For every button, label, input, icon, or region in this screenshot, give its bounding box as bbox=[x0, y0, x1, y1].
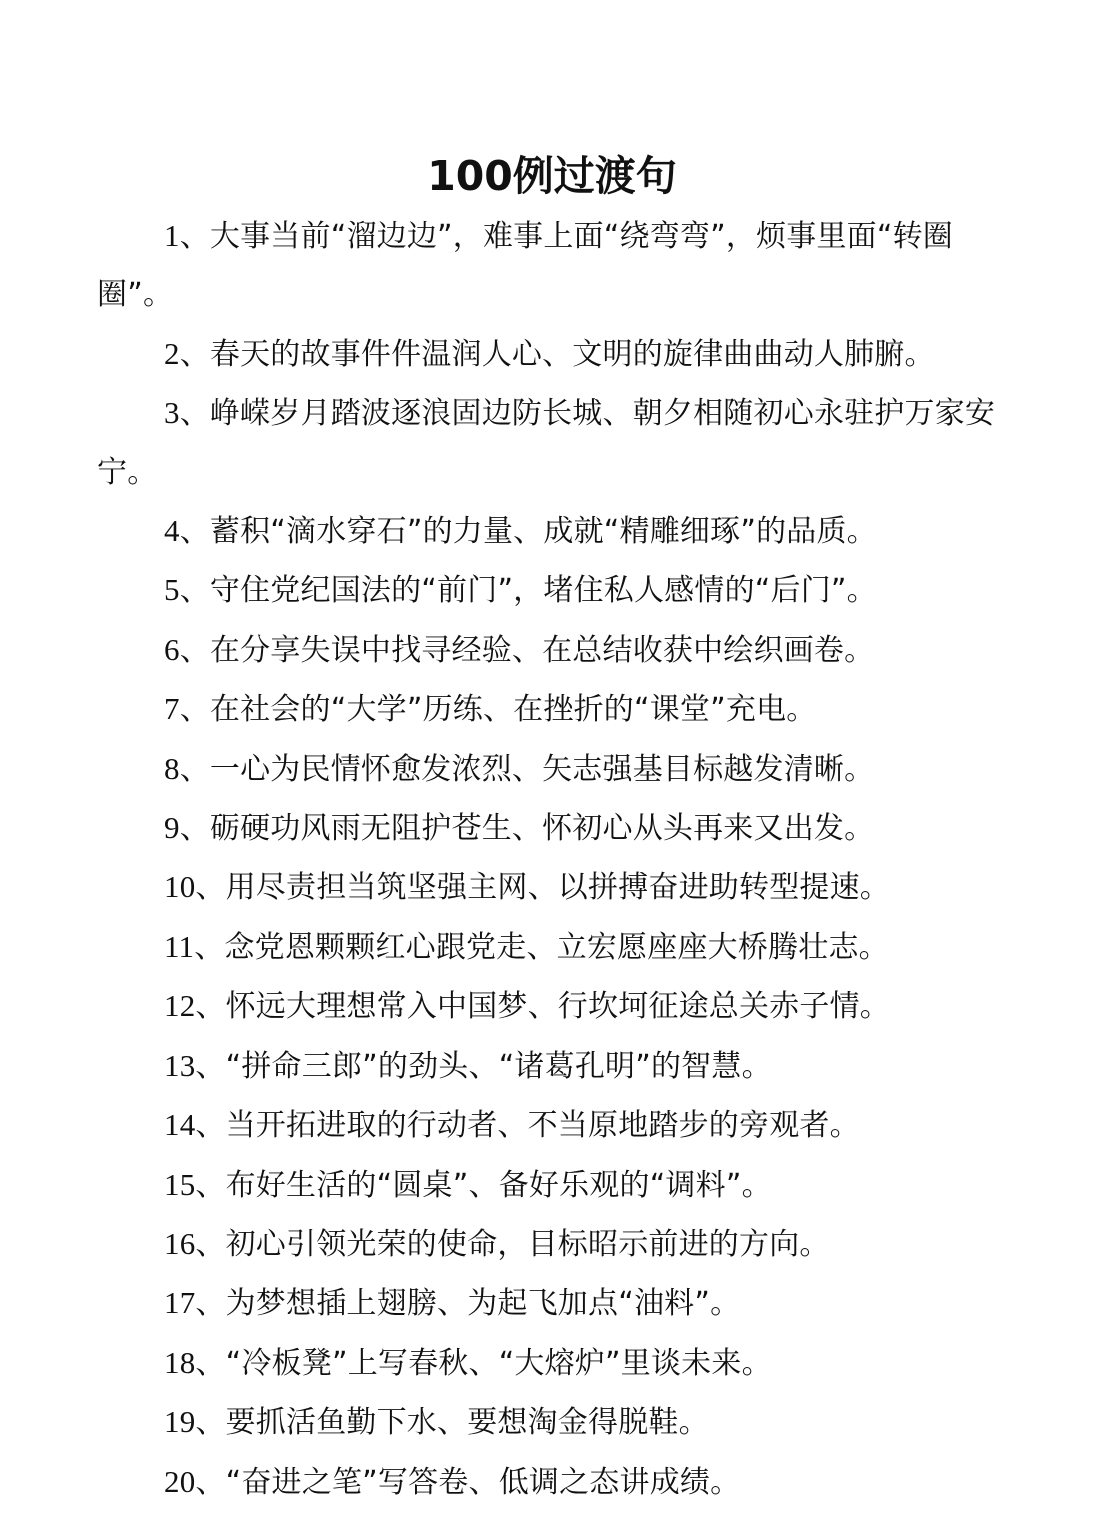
item-number: 20 bbox=[164, 1463, 196, 1499]
page-title: 100例过渡句 bbox=[427, 152, 677, 200]
list-item bbox=[97, 1037, 1007, 1096]
item-number: 14 bbox=[164, 1107, 196, 1143]
item-number: 11 bbox=[164, 928, 195, 964]
item-text: 、砺硬功风雨无阻护苍生、怀初心从头再来又出发。 bbox=[179, 811, 875, 847]
item-text: 、布好生活的“圆桌”、备好乐观的“调料”。 bbox=[195, 1167, 772, 1203]
list-item bbox=[97, 621, 1007, 680]
list-item bbox=[97, 977, 1007, 1036]
list-item bbox=[97, 325, 1007, 384]
list-item bbox=[97, 384, 1007, 502]
item-text: 、念党恩颗颗红心跟党走、立宏愿座座大桥腾壮志。 bbox=[194, 929, 889, 965]
item-text: 、当开拓进取的行动者、不当原地踏步的旁观者。 bbox=[195, 1108, 860, 1144]
list-item bbox=[97, 1393, 1007, 1452]
item-number: 13 bbox=[164, 1047, 196, 1083]
item-number: 2 bbox=[164, 335, 180, 371]
item-text: 、一心为民情怀愈发浓烈、矢志强基目标越发清晰。 bbox=[179, 751, 875, 787]
list-item bbox=[97, 1274, 1007, 1333]
item-text: 、蓄积“滴水穿石”的力量、成就“精雕细琢”的品质。 bbox=[179, 514, 877, 550]
item-number: 7 bbox=[164, 691, 180, 727]
item-text: 、用尽责担当筑坚强主网、以拼搏奋进助转型提速。 bbox=[195, 870, 891, 906]
list-item bbox=[97, 561, 1007, 620]
item-number: 8 bbox=[164, 750, 180, 786]
list-item bbox=[97, 1334, 1007, 1393]
item-text: 、要抓活鱼勤下水、要想淘金得脱鞋。 bbox=[195, 1405, 709, 1441]
list-item bbox=[97, 502, 1007, 561]
item-text: 、在分享失误中找寻经验、在总结收获中绘织画卷。 bbox=[179, 632, 875, 668]
item-number: 19 bbox=[164, 1404, 196, 1440]
item-number: 4 bbox=[164, 513, 180, 549]
item-text: 、春天的故事件件温润人心、文明的旋律曲曲动人肺腑。 bbox=[179, 336, 935, 372]
item-number: 15 bbox=[164, 1166, 196, 1202]
list-item bbox=[97, 858, 1007, 917]
item-number: 16 bbox=[164, 1225, 196, 1261]
item-number: 6 bbox=[164, 631, 180, 667]
list-item bbox=[97, 680, 1007, 739]
list-item bbox=[97, 1453, 1007, 1512]
item-text: 、大事当前“溜边边”，难事上面“绕弯弯”，烦事里面“转圈圈”。 bbox=[97, 219, 954, 313]
item-text: 、“冷板凳”上写春秋、“大熔炉”里谈未来。 bbox=[195, 1345, 772, 1381]
item-number: 17 bbox=[164, 1285, 196, 1321]
item-text: 、怀远大理想常入中国梦、行坎坷征途总关赤子情。 bbox=[195, 989, 891, 1025]
item-number: 3 bbox=[164, 395, 180, 431]
item-number: 9 bbox=[164, 810, 180, 846]
item-text: 、“拼命三郎”的劲头、“诸葛孔明”的智慧。 bbox=[195, 1048, 772, 1084]
list-item bbox=[97, 740, 1007, 799]
item-number: 18 bbox=[164, 1344, 196, 1380]
list-item bbox=[97, 799, 1007, 858]
list-item bbox=[97, 918, 1007, 977]
item-text: 、“奋进之笔”写答卷、低调之态讲成绩。 bbox=[195, 1464, 741, 1500]
item-text: 、在社会的“大学”历练、在挫折的“课堂”充电。 bbox=[179, 692, 817, 728]
item-number: 10 bbox=[164, 869, 196, 905]
item-number: 12 bbox=[164, 988, 196, 1024]
document-page bbox=[97, 145, 1007, 1512]
list-item bbox=[97, 1096, 1007, 1155]
item-number: 1 bbox=[164, 218, 180, 253]
item-text: 、为梦想插上翅膀、为起飞加点“油料”。 bbox=[195, 1286, 741, 1322]
item-text: 、初心引领光荣的使命，目标昭示前进的方向。 bbox=[195, 1226, 830, 1262]
item-number: 5 bbox=[164, 572, 180, 608]
list-item bbox=[97, 207, 1007, 325]
item-text: 、守住党纪国法的“前门”，堵住私人感情的“后门”。 bbox=[179, 573, 877, 609]
list-item bbox=[97, 1156, 1007, 1215]
item-text: 、峥嵘岁月踏波逐浪固边防长城、朝夕相随初心永驻护万家安宁。 bbox=[97, 396, 996, 490]
list-item bbox=[97, 1215, 1007, 1274]
